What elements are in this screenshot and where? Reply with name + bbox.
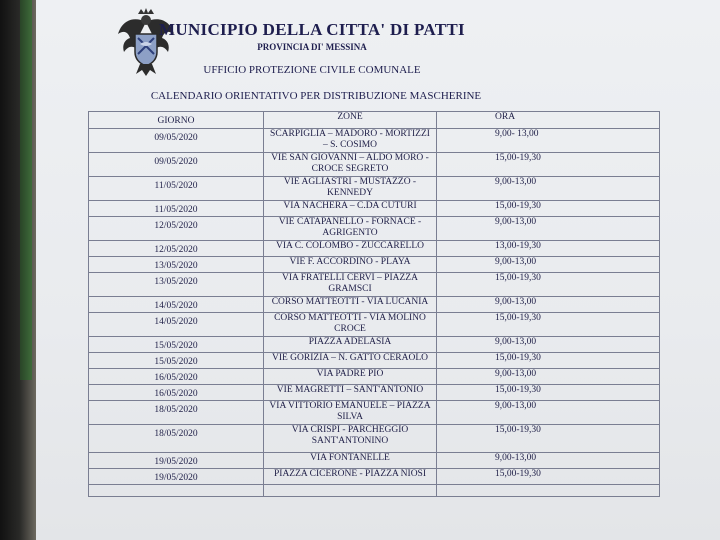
cell-giorno: 15/05/2020 (89, 353, 264, 369)
table-row (89, 401, 660, 425)
cell-zone: VIA CRISPI - PARCHEGGIO SANT'ANTONINO (264, 425, 437, 453)
cell-zone: VIE MAGRETTI – SANT'ANTONIO (264, 385, 437, 401)
cell-giorno (89, 485, 264, 497)
cell-ora: 15,00-19,30 (437, 469, 660, 485)
column-header-giorno: GIORNO (89, 112, 264, 129)
cell-giorno: 18/05/2020 (89, 401, 264, 425)
cell-ora: 15,00-19,30 (437, 153, 660, 177)
cell-zone: PIAZZA CICERONE - PIAZZA NIOSI (264, 469, 437, 485)
cell-zone: VIA C. COLOMBO - ZUCCARELLO (264, 241, 437, 257)
cell-zone: VIE AGLIASTRI - MUSTAZZO - KENNEDY (264, 177, 437, 201)
cell-zone: VIA NACHERA – C.DA CUTURI (264, 201, 437, 217)
table-row (89, 313, 660, 337)
cell-zone: VIA VITTORIO EMANUELE – PIAZZA SILVA (264, 401, 437, 425)
column-header-ora: ORA (437, 112, 660, 129)
cell-ora: 9,00-13,00 (437, 337, 660, 353)
background-edge (0, 0, 36, 540)
table-row (89, 217, 660, 241)
cell-giorno: 14/05/2020 (89, 297, 264, 313)
cell-ora: 9,00-13,00 (437, 369, 660, 385)
table-row (89, 201, 660, 217)
cell-giorno: 09/05/2020 (89, 153, 264, 177)
municipality-title: MUNICIPIO DELLA CITTA' DI PATTI (159, 20, 465, 39)
table-row (89, 425, 660, 453)
table-row (89, 469, 660, 485)
cell-zone: CORSO MATTEOTTI - VIA LUCANIA (264, 297, 437, 313)
cell-zone: VIA FONTANELLE (264, 453, 437, 469)
table-row (89, 129, 660, 153)
cell-ora (437, 485, 660, 497)
cell-giorno: 16/05/2020 (89, 369, 264, 385)
cell-ora: 9,00-13,00 (437, 453, 660, 469)
cell-giorno: 09/05/2020 (89, 129, 264, 153)
table-row (89, 241, 660, 257)
cell-ora: 9,00-13,00 (437, 401, 660, 425)
table-row (89, 297, 660, 313)
cell-giorno: 15/05/2020 (89, 337, 264, 353)
cell-ora: 15,00-19,30 (437, 201, 660, 217)
cell-zone (264, 485, 437, 497)
cell-zone: VIA PADRE PIO (264, 369, 437, 385)
cell-ora: 9,00-13,00 (437, 177, 660, 201)
table-row (89, 453, 660, 469)
cell-zone: VIA FRATELLI CERVI – PIAZZA GRAMSCI (264, 273, 437, 297)
cell-ora: 9,00-13,00 (437, 217, 660, 241)
cell-zone: VIE GORIZIA – N. GATTO CERAOLO (264, 353, 437, 369)
cell-giorno: 12/05/2020 (89, 217, 264, 241)
cell-giorno: 18/05/2020 (89, 425, 264, 453)
cell-giorno: 14/05/2020 (89, 313, 264, 337)
cell-ora: 15,00-19,30 (437, 313, 660, 337)
column-header-zone: ZONE (264, 112, 437, 129)
table-row (89, 485, 660, 497)
cell-zone: PIAZZA ADELASIA (264, 337, 437, 353)
table-row (89, 353, 660, 369)
cell-ora: 15,00-19,30 (437, 385, 660, 401)
office-name: UFFICIO PROTEZIONE CIVILE COMUNALE (203, 64, 421, 76)
schedule-table (88, 111, 660, 497)
cell-ora: 9,00- 13,00 (437, 129, 660, 153)
cell-ora: 9,00-13,00 (437, 297, 660, 313)
cell-giorno: 11/05/2020 (89, 201, 264, 217)
cell-ora: 13,00-19,30 (437, 241, 660, 257)
cell-zone: VIE F. ACCORDINO - PLAYA (264, 257, 437, 273)
document-page (36, 0, 720, 540)
table-row (89, 177, 660, 201)
table-row (89, 369, 660, 385)
cell-giorno: 16/05/2020 (89, 385, 264, 401)
table-row (89, 337, 660, 353)
cell-giorno: 11/05/2020 (89, 177, 264, 201)
table-row (89, 273, 660, 297)
cell-giorno: 13/05/2020 (89, 257, 264, 273)
cell-ora: 15,00-19,30 (437, 353, 660, 369)
cell-ora: 15,00-19,30 (437, 425, 660, 453)
calendar-title: CALENDARIO ORIENTATIVO PER DISTRIBUZIONE MASCHERINE (150, 90, 482, 102)
cell-ora: 9,00-13,00 (437, 257, 660, 273)
cell-giorno: 13/05/2020 (89, 273, 264, 297)
table-row (89, 153, 660, 177)
cell-giorno: 12/05/2020 (89, 241, 264, 257)
table-header-row (89, 112, 660, 129)
cell-zone: VIE CATAPANELLO - FORNACE - AGRIGENTO (264, 217, 437, 241)
cell-zone: VIE SAN GIOVANNI – ALDO MORO - CROCE SEGRETO (264, 153, 437, 177)
table-row (89, 385, 660, 401)
cell-giorno: 19/05/2020 (89, 453, 264, 469)
province-subtitle: PROVINCIA DI' MESSINA (257, 42, 367, 52)
table-row (89, 257, 660, 273)
background-green-strip (20, 0, 32, 380)
cell-ora: 15,00-19,30 (437, 273, 660, 297)
cell-zone: SCARPIGLIA – MADORO - MORTIZZI – S. COSIMO (264, 129, 437, 153)
cell-giorno: 19/05/2020 (89, 469, 264, 485)
cell-zone: CORSO MATTEOTTI - VIA MOLINO CROCE (264, 313, 437, 337)
